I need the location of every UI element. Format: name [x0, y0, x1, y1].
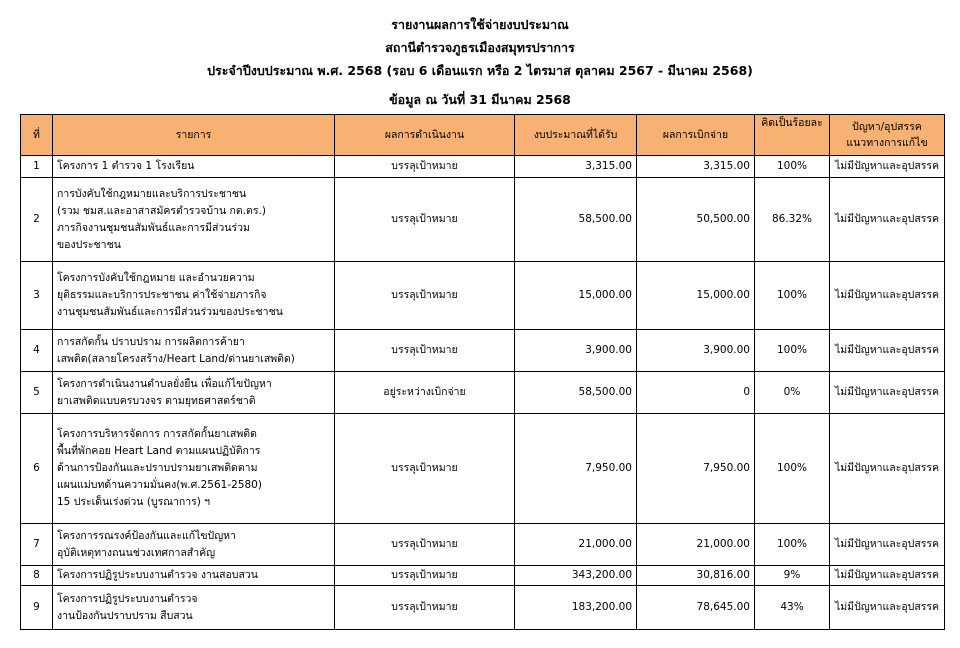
row-percent: 9% — [755, 566, 830, 586]
table-row — [21, 566, 945, 586]
report-title: รายงานผลการใช้จ่ายงบประมาณ — [391, 17, 569, 32]
row-item — [53, 566, 335, 586]
row-item-line: 15 ประเด็นเร่งด่วน (บูรณาการ) ฯ — [57, 496, 211, 508]
row-item-line: โครงการบริหารจัดการ การสกัดกั้นยาเสพติด — [57, 428, 257, 440]
row-item-line: พื้นที่พักคอย Heart Land ตามแผนปฏิบัติการ — [57, 445, 261, 457]
row-budget: 58,500.00 — [515, 372, 637, 414]
row-spent: 0 — [637, 372, 755, 414]
row-result: บรรลุเป้าหมาย — [335, 330, 515, 372]
row-percent: 100% — [755, 414, 830, 524]
row-item-line: อุบัติเหตุทางถนนช่วงเทศกาลสำคัญ — [57, 546, 216, 559]
row-item — [53, 586, 335, 630]
row-number: 9 — [21, 586, 53, 630]
row-budget: 3,315.00 — [515, 156, 637, 178]
row-percent: 86.32% — [755, 178, 830, 262]
row-item-line: โครงการรณรงค์ป้องกันและแก้ไขปัญหา — [57, 529, 236, 542]
row-percent: 100% — [755, 156, 830, 178]
row-item — [53, 414, 335, 524]
row-item-line: โครงการปฏิรูประบบงานตำรวจ งานสอบสวน — [57, 569, 258, 581]
row-spent: 21,000.00 — [637, 524, 755, 566]
table-row — [21, 372, 945, 414]
row-result: บรรลุเป้าหมาย — [335, 586, 515, 630]
row-item — [53, 524, 335, 566]
row-number: 2 — [21, 178, 53, 262]
row-budget: 15,000.00 — [515, 262, 637, 330]
row-issue: ไม่มีปัญหาและอุปสรรค — [830, 524, 945, 566]
row-item — [53, 372, 335, 414]
row-item-line: โครงการดำเนินงานตำบลยั่งยืน เพื่อแก้ไขปัญหา — [57, 377, 272, 390]
row-percent: 43% — [755, 586, 830, 630]
row-budget: 58,500.00 — [515, 178, 637, 262]
row-item — [53, 156, 335, 178]
row-number: 8 — [21, 566, 53, 586]
row-budget: 7,950.00 — [515, 414, 637, 524]
row-result: บรรลุเป้าหมาย — [335, 524, 515, 566]
header-percent: คิดเป็นร้อยละ — [755, 115, 830, 156]
row-item — [53, 330, 335, 372]
header-no: ที่ — [21, 115, 53, 156]
row-item-line: (รวม ชมส.และอาสาสมัครตำรวจบ้าน กต.ตร.) — [57, 204, 266, 217]
row-item — [53, 178, 335, 262]
row-budget: 3,900.00 — [515, 330, 637, 372]
station-name: สถานีตำรวจภูธรเมืองสมุทรปราการ — [385, 40, 575, 55]
table-row — [21, 262, 945, 330]
row-number: 6 — [21, 414, 53, 524]
header-budget: งบประมาณที่ได้รับ — [515, 115, 637, 156]
row-result: อยู่ระหว่างเบิกจ่าย — [335, 372, 515, 414]
row-item-line: ยาเสพติดแบบครบวงจร ตามยุทธศาสตร์ชาติ — [57, 394, 256, 407]
table-row — [21, 524, 945, 566]
row-result: บรรลุเป้าหมาย — [335, 156, 515, 178]
row-result: บรรลุเป้าหมาย — [335, 262, 515, 330]
table-header-row — [21, 115, 945, 156]
row-percent: 100% — [755, 524, 830, 566]
row-item-line: งานป้องกันปราบปราม สืบสวน — [57, 609, 193, 622]
header-result: ผลการดำเนินงาน — [335, 115, 515, 156]
table-row — [21, 330, 945, 372]
row-item-line: ภารกิจงานชุมชนสัมพันธ์และการมีส่วนร่วม — [57, 221, 250, 234]
row-percent: 100% — [755, 262, 830, 330]
row-issue: ไม่มีปัญหาและอุปสรรค — [830, 262, 945, 330]
fiscal-period: ประจำปีงบประมาณ พ.ศ. 2568 (รอบ 6 เดือนแรก หรือ 2 ไตรมาส ตุลาคม 2567 - มีนาคม 2568) — [207, 63, 753, 78]
row-item — [53, 262, 335, 330]
row-budget: 183,200.00 — [515, 586, 637, 630]
row-issue: ไม่มีปัญหาและอุปสรรค — [830, 178, 945, 262]
data-as-of-date: ข้อมูล ณ วันที่ 31 มีนาคม 2568 — [389, 92, 571, 107]
row-spent: 3,315.00 — [637, 156, 755, 178]
header-issue-line-1: ปัญหา/อุปสรรค — [852, 121, 922, 133]
row-budget: 21,000.00 — [515, 524, 637, 566]
row-item-line: แผนแม่บทด้านความมั่นคง(พ.ศ.2561-2580) — [57, 479, 262, 491]
row-item-line: โครงการบังคับใช้กฎหมาย และอำนวยความ — [57, 272, 255, 284]
row-issue: ไม่มีปัญหาและอุปสรรค — [830, 414, 945, 524]
row-number: 7 — [21, 524, 53, 566]
row-spent: 30,816.00 — [637, 566, 755, 586]
row-result: บรรลุเป้าหมาย — [335, 414, 515, 524]
row-item-line: โครงการ 1 ตำรวจ 1 โรงเรียน — [57, 160, 195, 172]
row-spent: 7,950.00 — [637, 414, 755, 524]
row-percent: 0% — [755, 372, 830, 414]
row-percent: 100% — [755, 330, 830, 372]
row-item-line: การสกัดกั้น ปราบปราม การผลิตการค้ายา — [57, 335, 245, 348]
header-issue — [830, 115, 945, 156]
row-issue: ไม่มีปัญหาและอุปสรรค — [830, 586, 945, 630]
header-spent: ผลการเบิกจ่าย — [637, 115, 755, 156]
row-issue: ไม่มีปัญหาและอุปสรรค — [830, 156, 945, 178]
row-result: บรรลุเป้าหมาย — [335, 566, 515, 586]
row-item-line: ยุติธรรมและบริการประชาชน ค่าใช้จ่ายภารกิจ — [57, 289, 267, 301]
row-issue: ไม่มีปัญหาและอุปสรรค — [830, 372, 945, 414]
row-spent: 15,000.00 — [637, 262, 755, 330]
table-body — [21, 156, 945, 630]
row-item-line: งานชุมชนสัมพันธ์และการมีส่วนร่วมของประชาชน — [57, 306, 283, 318]
table-row — [21, 586, 945, 630]
header-issue-line-2: แนวทางการแก้ไข — [846, 137, 928, 149]
row-issue: ไม่มีปัญหาและอุปสรรค — [830, 330, 945, 372]
row-number: 1 — [21, 156, 53, 178]
row-spent: 3,900.00 — [637, 330, 755, 372]
row-result: บรรลุเป้าหมาย — [335, 178, 515, 262]
budget-table — [20, 114, 945, 630]
table-row — [21, 414, 945, 524]
row-item-line: การบังคับใช้กฎหมายและบริการประชาชน — [57, 187, 247, 200]
row-item-line: เสพติด(สลายโครงสร้าง/Heart Land/ด่านยาเสพติด) — [57, 352, 295, 365]
row-number: 5 — [21, 372, 53, 414]
table-row — [21, 178, 945, 262]
header-item: รายการ — [53, 115, 335, 156]
table-row — [21, 156, 945, 178]
row-item-line: โครงการปฏิรูประบบงานตำรวจ — [57, 592, 198, 605]
row-budget: 343,200.00 — [515, 566, 637, 586]
row-item-line: ด้านการป้องกันและปราบปรามยาเสพติดตาม — [57, 462, 258, 474]
row-spent: 78,645.00 — [637, 586, 755, 630]
row-spent: 50,500.00 — [637, 178, 755, 262]
row-number: 3 — [21, 262, 53, 330]
row-item-line: ของประชาชน — [57, 238, 121, 251]
row-issue: ไม่มีปัญหาและอุปสรรค — [830, 566, 945, 586]
row-number: 4 — [21, 330, 53, 372]
